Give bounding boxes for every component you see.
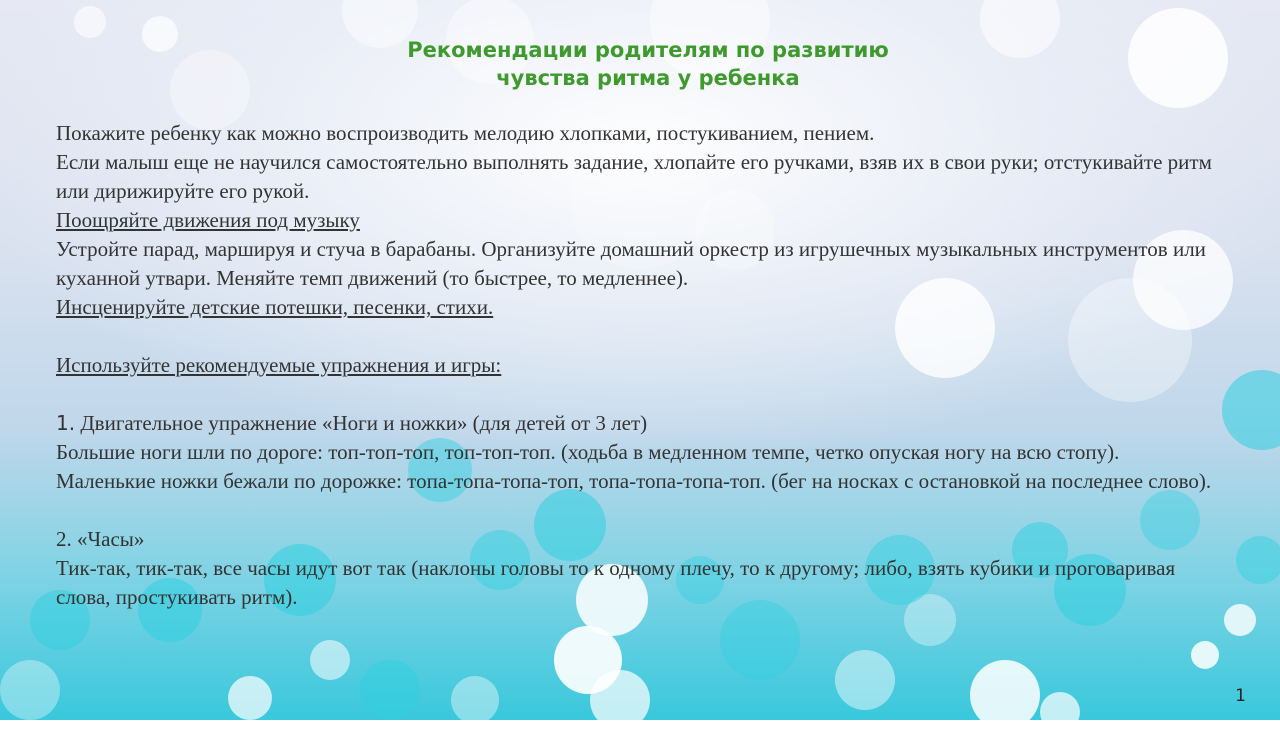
heading-use-exercises: Используйте рекомендуемые упражнения и игры: <box>56 353 502 377</box>
exercise-1-line-2: Маленькие ножки бежали по дорожке: топа-топа-топа-топ, топа-топа-топа-топ. (бег на носках с остановкой на последнее слово). <box>56 469 1212 493</box>
title-line-2: чувства ритма у ребенка <box>496 66 800 90</box>
exercise-2-heading: 2. «Часы» <box>56 527 145 551</box>
spacer <box>56 322 1226 351</box>
heading-stage-rhymes: Инсценируйте детские потешки, песенки, стихи. <box>56 295 494 319</box>
spacer <box>56 496 1226 525</box>
exercise-2-line-1: Тик-так, тик-так, все часы идут вот так (наклоны головы то к одному плечу, то к другому; либо, взять кубики и проговаривая слова, простукивать ритм). <box>56 556 1176 609</box>
slide-title <box>0 36 1280 92</box>
paragraph-clap-hands: Если малыш еще не научился самостоятельно выполнять задание, хлопайте его ручками, взяв их в свои руки; отстукивайте ритм или дирижируйте его рукой. <box>56 150 1212 203</box>
page-number: 1 <box>1235 686 1246 706</box>
exercise-1-heading <box>56 409 1226 438</box>
exercise-1-number: 1. <box>56 411 76 435</box>
paragraph-show-child: Покажите ребенку как можно воспроизводить мелодию хлопками, постукиванием, пением. <box>56 121 875 145</box>
title-line-1: Рекомендации родителям по развитию <box>407 38 889 62</box>
spacer <box>56 380 1226 409</box>
slide-body <box>56 119 1226 612</box>
exercise-1-title: Двигательное упражнение «Ноги и ножки» (для детей от 3 лет) <box>80 411 648 435</box>
heading-encourage-movement: Поощряйте движения под музыку <box>56 208 360 232</box>
paragraph-parade: Устройте парад, маршируя и стуча в барабаны. Организуйте домашний оркестр из игрушечных музыкальных инструментов или куханной утвари. Меняйте темп движений (то быстрее, то медленнее). <box>56 237 1206 290</box>
exercise-1-line-1: Большие ноги шли по дороге: топ-топ-топ, топ-топ-топ. (ходьба в медленном темпе, четко опуская ногу на всю стопу). <box>56 440 1120 464</box>
